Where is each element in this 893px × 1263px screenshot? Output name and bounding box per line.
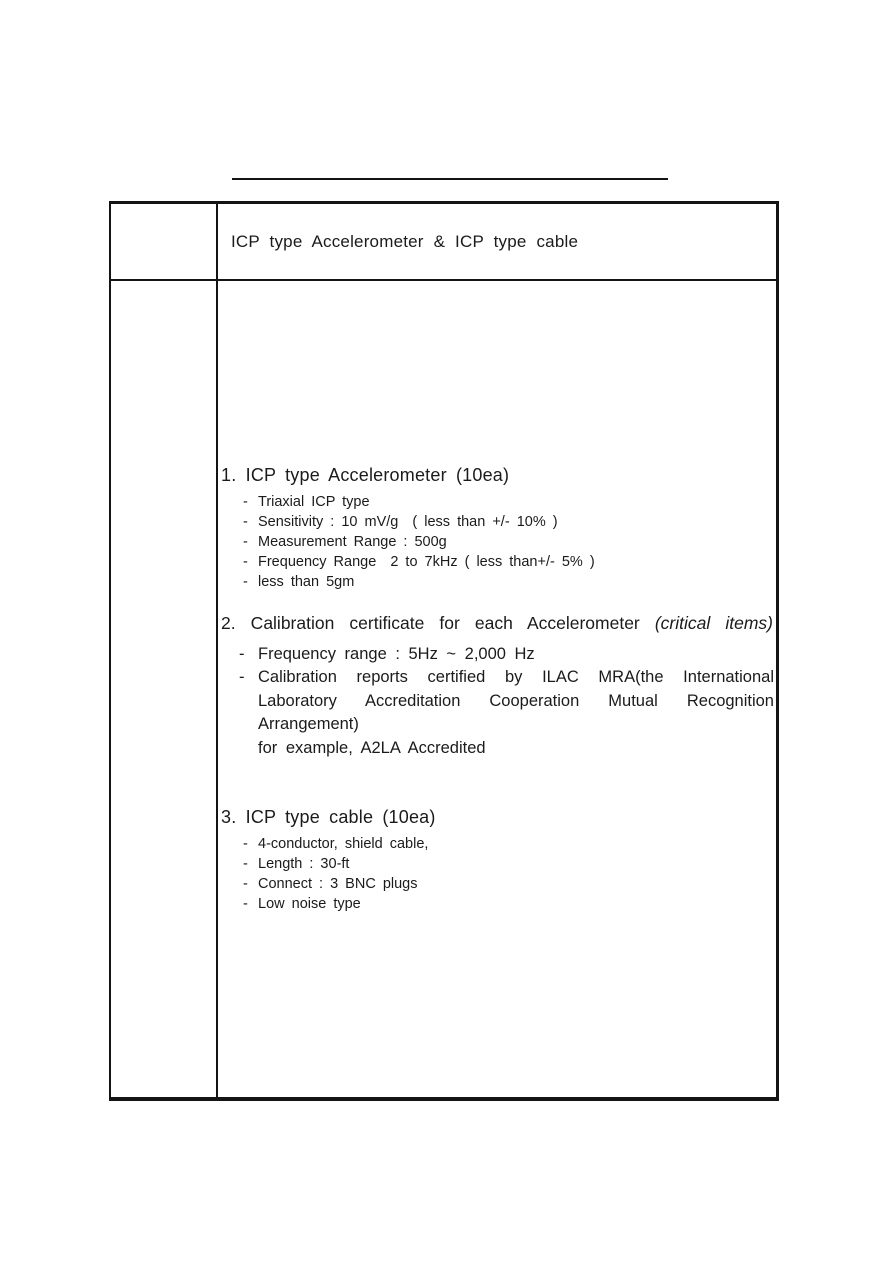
- spec-item: [243, 894, 774, 914]
- bullet-dash: -: [243, 836, 248, 852]
- spec-item: [243, 512, 774, 532]
- spec-item-text-line: Arrangement): [258, 715, 359, 733]
- section-heading: [221, 612, 774, 634]
- bullet-dash: -: [243, 554, 248, 570]
- spec-table: [109, 201, 779, 1101]
- bullet-dash: -: [243, 876, 248, 892]
- section-cable: [221, 806, 774, 914]
- spec-item: [243, 532, 774, 552]
- section-heading: 3. ICP type cable (10ea): [221, 807, 436, 827]
- spec-item-text-line: Laboratory Accreditation Cooperation Mutual Recognition: [258, 691, 774, 710]
- spec-item-text: Triaxial ICP type: [258, 494, 370, 510]
- spec-item-text: Measurement Range : 500g: [258, 534, 447, 550]
- spec-item-text: Low noise type: [258, 896, 361, 912]
- spec-item-text: less than 5gm: [258, 574, 355, 590]
- spec-table-body-row: [111, 281, 776, 1097]
- body-label-cell: [111, 281, 218, 1097]
- item-title: ICP type Accelerometer & ICP type cable: [231, 231, 579, 251]
- spec-item: [239, 666, 774, 737]
- bullet-dash: -: [243, 574, 248, 590]
- section-heading: 1. ICP type Accelerometer (10ea): [221, 465, 510, 485]
- spec-item: [243, 552, 774, 572]
- bullet-dash: -: [243, 514, 248, 530]
- spec-item: [243, 572, 774, 592]
- spec-table-header-row: [111, 204, 776, 281]
- header-title-cell: [218, 204, 776, 279]
- spec-item-text: Connect : 3 BNC plugs: [258, 876, 418, 892]
- spec-item: [239, 642, 774, 666]
- spec-item: [243, 492, 774, 512]
- section-calibration: [221, 612, 774, 760]
- section-item-list: [243, 834, 774, 914]
- bullet-dash: -: [239, 668, 245, 686]
- bullet-dash: -: [243, 534, 248, 550]
- bullet-dash: -: [243, 856, 248, 872]
- spec-item: [243, 854, 774, 874]
- spec-content-cell: [218, 281, 776, 1097]
- bullet-dash: -: [239, 645, 245, 663]
- spec-item-example: for example, A2LA Accredited: [258, 738, 486, 757]
- header-label-cell: [111, 204, 218, 279]
- critical-items-note: (critical items): [654, 613, 773, 633]
- spec-item-text-line: Calibration reports certified by ILAC MRA(the International: [258, 668, 774, 686]
- spec-item-text: Length : 30-ft: [258, 856, 350, 872]
- spec-item: [243, 874, 774, 894]
- section-accelerometer: [221, 464, 774, 592]
- spec-item-text: Frequency range : 5Hz ~ 2,000 Hz: [258, 645, 535, 663]
- spec-item-text: Sensitivity : 10 mV/g ( less than +/- 10% ): [258, 514, 558, 530]
- header-rule: [232, 178, 668, 180]
- section-heading-text: 2. Calibration certificate for each Accelerometer: [221, 613, 640, 633]
- bullet-dash: -: [243, 494, 248, 510]
- spec-item-text: Frequency Range 2 to 7kHz ( less than+/- 5% ): [258, 554, 595, 570]
- bullet-dash: -: [243, 896, 248, 912]
- spec-item: [243, 834, 774, 854]
- spec-item-text: 4-conductor, shield cable,: [258, 836, 429, 852]
- section-item-list: [243, 492, 774, 592]
